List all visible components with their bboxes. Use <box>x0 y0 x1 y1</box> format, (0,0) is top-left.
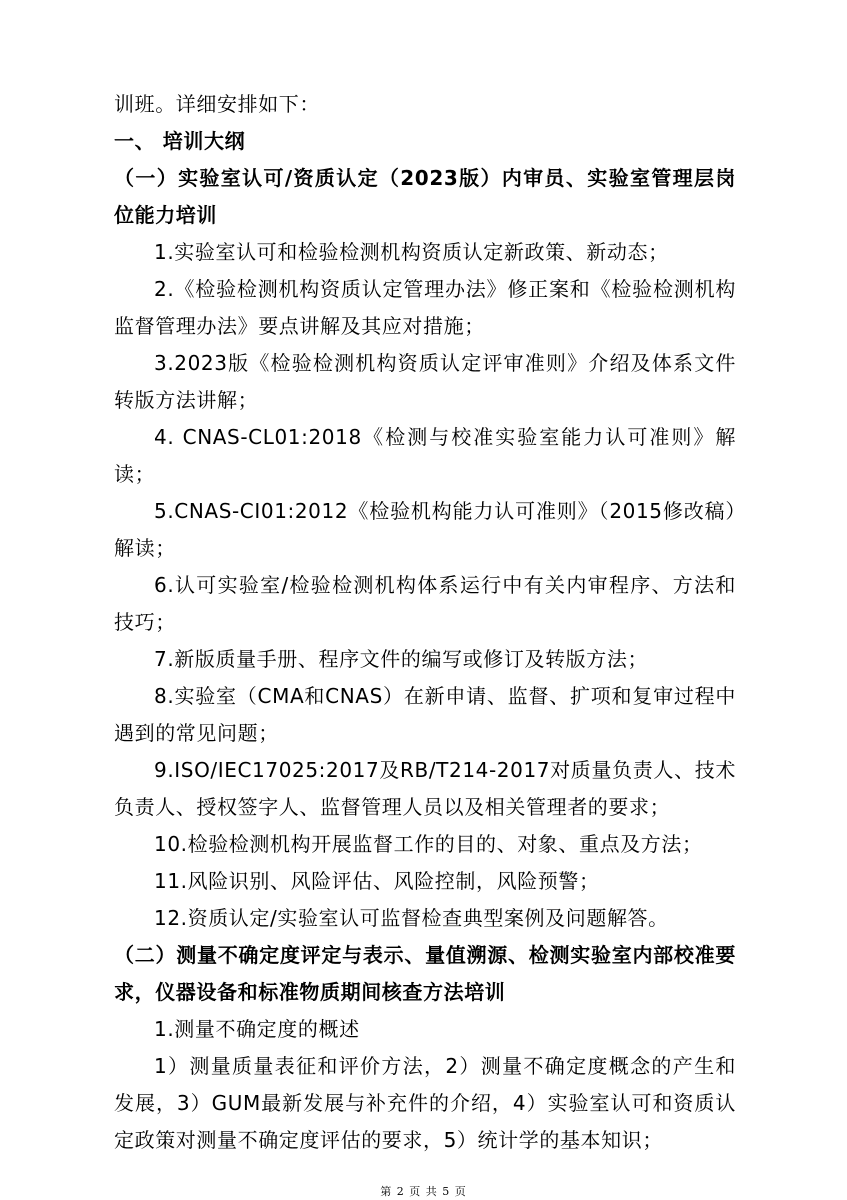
list-item: 1.测量不确定度的概述 <box>154 1017 360 1041</box>
section-heading-outline: 一、 培训大纲 <box>114 129 246 153</box>
subsection-heading-1: （一）实验室认可/资质认定（2023版）内审员、实验室管理层岗位能力培训 <box>114 166 736 227</box>
list-item: 4. CNAS-CL01:2018《检测与校准实验室能力认可准则》解读； <box>114 425 736 486</box>
list-item: 6.认可实验室/检验检测机构体系运行中有关内审程序、方法和技巧； <box>114 573 736 634</box>
list-item: 7.新版质量手册、程序文件的编写或修订及转版方法； <box>154 647 649 671</box>
list-item: 3.2023版《检验检测机构资质认定评审准则》介绍及体系文件转版方法讲解； <box>114 351 736 412</box>
page-number-footer: 第 2 页 共 5 页 <box>380 1185 467 1198</box>
list-item: 2.《检验检测机构资质认定管理办法》修正案和《检验检测机构监督管理办法》要点讲解及其应对措施； <box>114 277 736 338</box>
list-item: 10.检验检测机构开展监督工作的目的、对象、重点及方法； <box>154 832 703 856</box>
list-item: 1.实验室认可和检验检测机构资质认定新政策、新动态； <box>154 240 669 264</box>
list-item: 9.ISO/IEC17025:2017及RB/T214-2017对质量负责人、技术负责人、授权签字人、监督管理人员以及相关管理者的要求； <box>114 758 736 819</box>
list-item: 5.CNAS-CI01:2012《检验机构能力认可准则》（2015修改稿）解读； <box>114 499 736 560</box>
subsection-heading-2: （二）测量不确定度评定与表示、量值溯源、检测实验室内部校准要求，仪器设备和标准物质期间核查方法培训 <box>114 943 736 1004</box>
list-item-detail: 1）测量质量表征和评价方法，2）测量不确定度概念的产生和发展，3）GUM最新发展与补充件的介绍，4）实验室认可和资质认定政策对测量不确定度评估的要求，5）统计学的基本知识； <box>114 1054 736 1152</box>
list-item: 11.风险识别、风险评估、风险控制，风险预警； <box>154 869 600 893</box>
intro-text: 训班。详细安排如下： <box>114 92 320 116</box>
list-item: 8.实验室（CMA和CNAS）在新申请、监督、扩项和复审过程中遇到的常见问题； <box>114 684 736 745</box>
list-item: 12.资质认定/实验室认可监督检查典型案例及问题解答。 <box>154 906 669 930</box>
document-body <box>114 86 736 1159</box>
